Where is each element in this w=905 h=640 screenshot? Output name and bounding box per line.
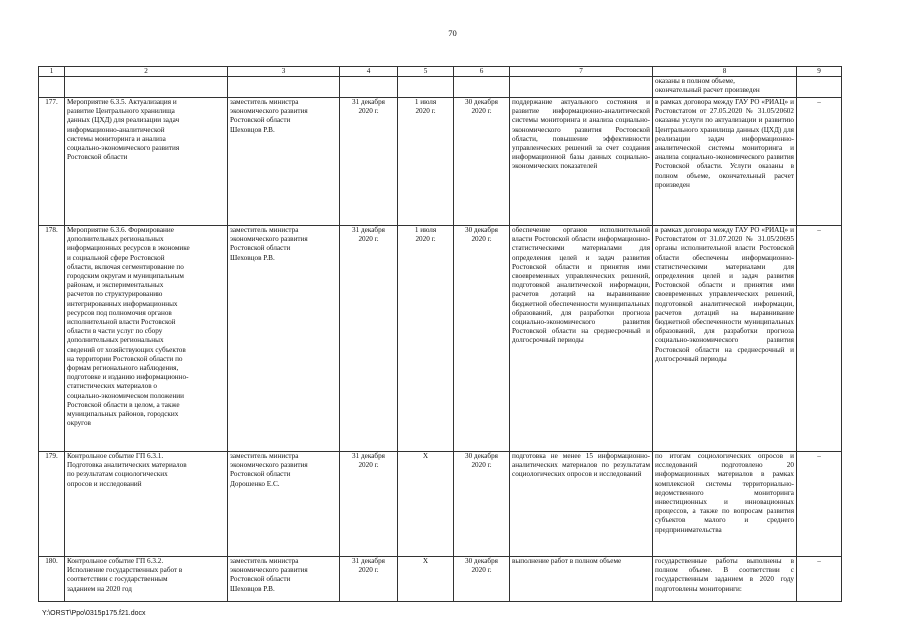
column-number: 8 — [653, 67, 797, 77]
report-table — [38, 66, 842, 602]
planned-date-cell: 31 декабря 2020 г. — [340, 452, 398, 557]
responsible-cell: заместитель министра экономического развития Ростовской области Дорошенко Е.С. — [228, 452, 340, 557]
file-path-footer: Y:\ORST\Ppo\0315p175.f21.docx — [42, 610, 146, 617]
row-number: 178. — [39, 226, 65, 452]
actual-result-cell: в рамках договора между ГАУ РО «РИАЦ» и Ростовстатом от 27.05.2020 № 31.05/20602 оказаны услуги по актуализации и развитию Центрального хранилища данных (ЦХД) для реализации задач информационно-аналитической системы мониторинга и анализа социально-экономического развития Ростовской области. Услуги оказаны в полном объеме, окончательный расчет произведен — [653, 98, 797, 226]
column-number-row — [39, 67, 842, 77]
continued-result-cell: оказаны в полном объеме, окончательный расчет произведен — [653, 77, 797, 98]
table-row — [39, 452, 842, 557]
event-cell: Мероприятие 6.3.5. Актуализация и развитие Центрального хранилища данных (ЦХД) для реализации задач информационно-аналитической системы мониторинга и анализа социально-экономического развития Ростовской области — [65, 98, 228, 226]
actual-result-cell: государственные работы выполнены в полном объеме. В соответствии с государственным заданием в 2020 году подготовлены мониторинги: — [653, 557, 797, 602]
column-number: 5 — [398, 67, 454, 77]
table-row — [39, 226, 842, 452]
expected-result-cell: выполнение работ в полном объеме — [510, 557, 653, 602]
planned-date-cell: 31 декабря 2020 г. — [340, 557, 398, 602]
note-cell: – — [797, 226, 842, 452]
table-row — [39, 557, 842, 602]
actual-start-cell: Х — [398, 452, 454, 557]
actual-start-cell: Х — [398, 557, 454, 602]
note-cell: – — [797, 557, 842, 602]
note-cell: – — [797, 452, 842, 557]
actual-end-cell: 30 декабря 2020 г. — [454, 452, 510, 557]
table-row — [39, 98, 842, 226]
planned-date-cell: 31 декабря 2020 г. — [340, 226, 398, 452]
note-cell: – — [797, 98, 842, 226]
column-number: 6 — [454, 67, 510, 77]
column-number: 4 — [340, 67, 398, 77]
responsible-cell: заместитель министра экономического развития Ростовской области Шеховцов Р.В. — [228, 226, 340, 452]
page-number: 70 — [448, 28, 457, 38]
column-number: 7 — [510, 67, 653, 77]
responsible-cell: заместитель министра экономического развития Ростовской области Шеховцов Р.В. — [228, 98, 340, 226]
row-number: 180. — [39, 557, 65, 602]
event-cell: Контрольное событие ГП 6.3.1. Подготовка аналитических материалов по результатам социологических опросов и исследований — [65, 452, 228, 557]
event-cell: Контрольное событие ГП 6.3.2. Исполнение государственных работ в соответствии с государственным заданием на 2020 год — [65, 557, 228, 602]
column-number: 1 — [39, 67, 65, 77]
column-number: 3 — [228, 67, 340, 77]
planned-date-cell: 31 декабря 2020 г. — [340, 98, 398, 226]
expected-result-cell: обеспечение органов исполнительной власти Ростовской области информационно-статистическими материалами для определения целей и задач развития Ростовской области и принятия ими своевременных управленческих решений, подготовкой аналитической информации, расчетов дотаций на выравнивание бюджетной обеспеченности муниципальных образований, для разработки прогноза социально-экономического развития Ростовской области на среднесрочный и долгосрочный периоды — [510, 226, 653, 452]
actual-end-cell: 30 декабря 2020 г. — [454, 226, 510, 452]
row-number: 177. — [39, 98, 65, 226]
row-number: 179. — [39, 452, 65, 557]
expected-result-cell: подготовка не менее 15 информационно-аналитических материалов по результатам социологических опросов и исследований — [510, 452, 653, 557]
actual-end-cell: 30 декабря 2020 г. — [454, 98, 510, 226]
column-number: 2 — [65, 67, 228, 77]
expected-result-cell: поддержание актуального состояния и развитие информационно-аналитической системы мониторинга и анализа социально-экономического развития Ростовской области, повышение эффективности управленческих решений за счет создания информационной базы данных социально-экономических показателей — [510, 98, 653, 226]
responsible-cell: заместитель министра экономического развития Ростовской области Шеховцов Р.В. — [228, 557, 340, 602]
actual-end-cell: 30 декабря 2020 г. — [454, 557, 510, 602]
actual-start-cell: 1 июля 2020 г. — [398, 98, 454, 226]
actual-result-cell: по итогам социологических опросов и исследований подготовлено 20 информационных материалов в рамках комплексной системы территориально-ведомственного мониторинга инвестиционных и инновационных процессов, а также по вопросам развития субъектов малого и среднего предпринимательства — [653, 452, 797, 557]
column-number: 9 — [797, 67, 842, 77]
actual-start-cell: 1 июля 2020 г. — [398, 226, 454, 452]
event-cell: Мероприятие 6.3.6. Формирование дополнительных региональных информационных ресурсов в экономике и социальной сфере Ростовской области, включая сегментирование по городским округам и муниципальным районам, и экспериментальных расчетов по структурированию интегрированных информационных ресурсов под полномочия органов исполнительной власти Ростовской области в части услуг по сбору дополнительных региональных сведений от хозяйствующих субъектов на территории Ростовской области по формам регионального наблюдения, подготовке и изданию информационно- статистических материалов о социально-экономическом положении Ростовской области в целом, а также муниципальных районов, городских округов — [65, 226, 228, 452]
actual-result-cell: в рамках договора между ГАУ РО «РИАЦ» и Ростовстатом от 31.07.2020 № 31.05/20695 органы исполнительной власти Ростовской области обеспечены информационно-статистическими материалами для определения целей и задач развития Ростовской области и принятия ими своевременных управленческих решений, подготовкой аналитической информации, расчетов дотаций на выравнивание бюджетной обеспеченности муниципальных образований, для разработки прогноза социально-экономического развития Ростовской области на среднесрочный и долгосрочный периоды — [653, 226, 797, 452]
continuation-row — [39, 77, 842, 98]
